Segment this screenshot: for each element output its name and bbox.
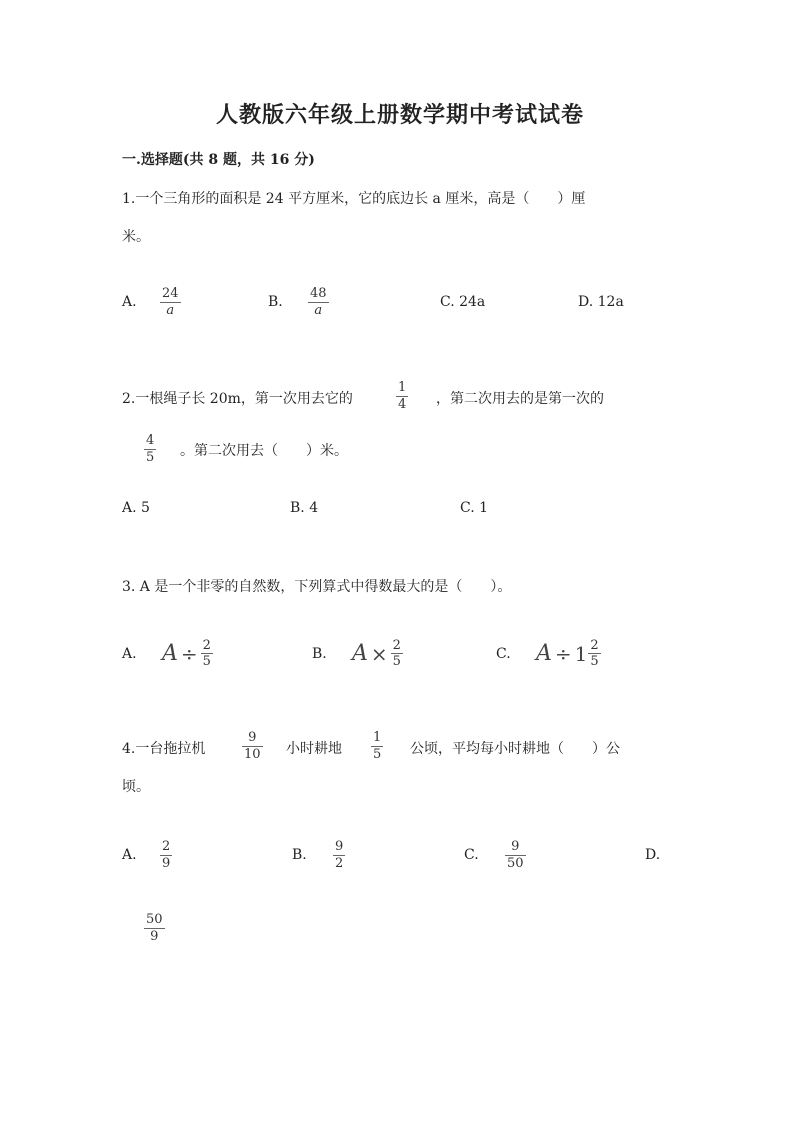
q4-option-d-fraction — [144, 913, 165, 944]
q1-option-a-label: A. — [122, 294, 137, 310]
q4-fraction-1 — [242, 731, 263, 762]
fraction-numerator: 2 — [162, 839, 171, 854]
question-1-line-1: 1.一个三角形的面积是 24 平方厘米，它的底边长 a 厘米，高是（ ）厘 — [122, 191, 586, 207]
q4-fraction-2 — [371, 731, 383, 762]
q3-option-c-expression — [536, 639, 601, 668]
variable-a: A — [536, 641, 552, 666]
question-4-line-2: 顷。 — [122, 779, 150, 795]
question-4-part-2: 小时耕地 — [286, 741, 342, 757]
q1-option-c: C. 24a — [440, 294, 486, 310]
q1-option-b-label: B. — [268, 294, 283, 310]
fraction-numerator: 9 — [335, 839, 344, 854]
fraction-denominator: 2 — [335, 856, 344, 871]
fraction-numerator: 48 — [310, 286, 327, 301]
fraction-denominator: 9 — [150, 929, 159, 944]
fraction-denominator: a — [166, 303, 175, 318]
fraction-numerator: 4 — [146, 433, 155, 448]
variable-a: A — [162, 641, 178, 666]
fraction-denominator: 5 — [590, 654, 599, 669]
fraction-numerator: 9 — [248, 730, 257, 745]
question-4-part-1: 4.一台拖拉机 — [122, 741, 206, 757]
section-heading: 一.选择题(共 8 题，共 16 分) — [122, 152, 315, 168]
fraction-denominator: 5 — [392, 654, 401, 669]
fraction-numerator: 2 — [590, 638, 599, 653]
q2-option-c: C. 1 — [460, 500, 489, 516]
fraction-numerator: 50 — [146, 912, 163, 927]
q2-option-a: A. 5 — [122, 500, 150, 516]
q1-option-a-fraction — [160, 287, 181, 318]
fraction-numerator: 9 — [511, 839, 520, 854]
question-3: 3. A 是一个非零的自然数，下列算式中得数最大的是（ ）。 — [122, 579, 512, 595]
fraction-numerator: 1 — [373, 730, 382, 745]
fraction-denominator: 4 — [398, 397, 407, 412]
fraction — [391, 639, 403, 668]
fraction — [201, 639, 213, 668]
fraction-numerator: 2 — [392, 638, 401, 653]
q3-option-b-expression — [352, 639, 403, 668]
q2-fraction-2 — [144, 434, 156, 465]
q4-option-c-label: C. — [464, 847, 479, 863]
fraction-numerator: 1 — [398, 380, 407, 395]
fraction-denominator: 5 — [202, 654, 211, 669]
fraction-denominator: 5 — [373, 747, 382, 762]
fraction-numerator: 2 — [202, 638, 211, 653]
fraction-denominator: a — [314, 303, 323, 318]
q4-option-a-label: A. — [122, 847, 137, 863]
fraction — [588, 639, 600, 668]
fraction-denominator: 9 — [162, 856, 171, 871]
q1-option-b-fraction — [308, 287, 329, 318]
q4-option-c-fraction — [505, 840, 526, 871]
q4-option-b-fraction — [333, 840, 345, 871]
divide-sign: ÷ — [180, 641, 198, 666]
q2-fraction-1 — [396, 381, 408, 412]
question-1-line-2: 米。 — [122, 229, 150, 245]
fraction-denominator: 5 — [146, 450, 155, 465]
page-title: 人教版六年级上册数学期中考试试卷 — [215, 102, 584, 128]
q3-option-a-label: A. — [122, 646, 137, 662]
multiply-sign: × — [370, 641, 388, 666]
fraction-denominator: 50 — [507, 856, 524, 871]
question-2-part-2: ，第二次用去的是第一次的 — [436, 391, 604, 407]
q1-option-d: D. 12a — [578, 294, 624, 310]
q3-option-c-label: C. — [496, 646, 511, 662]
q4-option-d-label: D. — [645, 847, 661, 863]
q4-option-a-fraction — [160, 840, 172, 871]
question-2-part-1: 2.一根绳子长 20m，第一次用去它的 — [122, 391, 353, 407]
q2-option-b: B. 4 — [290, 500, 319, 516]
fraction-denominator: 10 — [244, 747, 261, 762]
divide-sign: ÷ — [554, 641, 572, 666]
mixed-number-whole: 1 — [574, 641, 588, 666]
question-2-part-3: 。第二次用去（ ）米。 — [180, 443, 348, 459]
q4-option-b-label: B. — [292, 847, 307, 863]
fraction-numerator: 24 — [162, 286, 179, 301]
q3-option-b-label: B. — [312, 646, 327, 662]
variable-a: A — [352, 641, 368, 666]
q3-option-a-expression — [162, 639, 213, 668]
question-4-part-3: 公顷，平均每小时耕地（ ）公 — [410, 741, 620, 757]
